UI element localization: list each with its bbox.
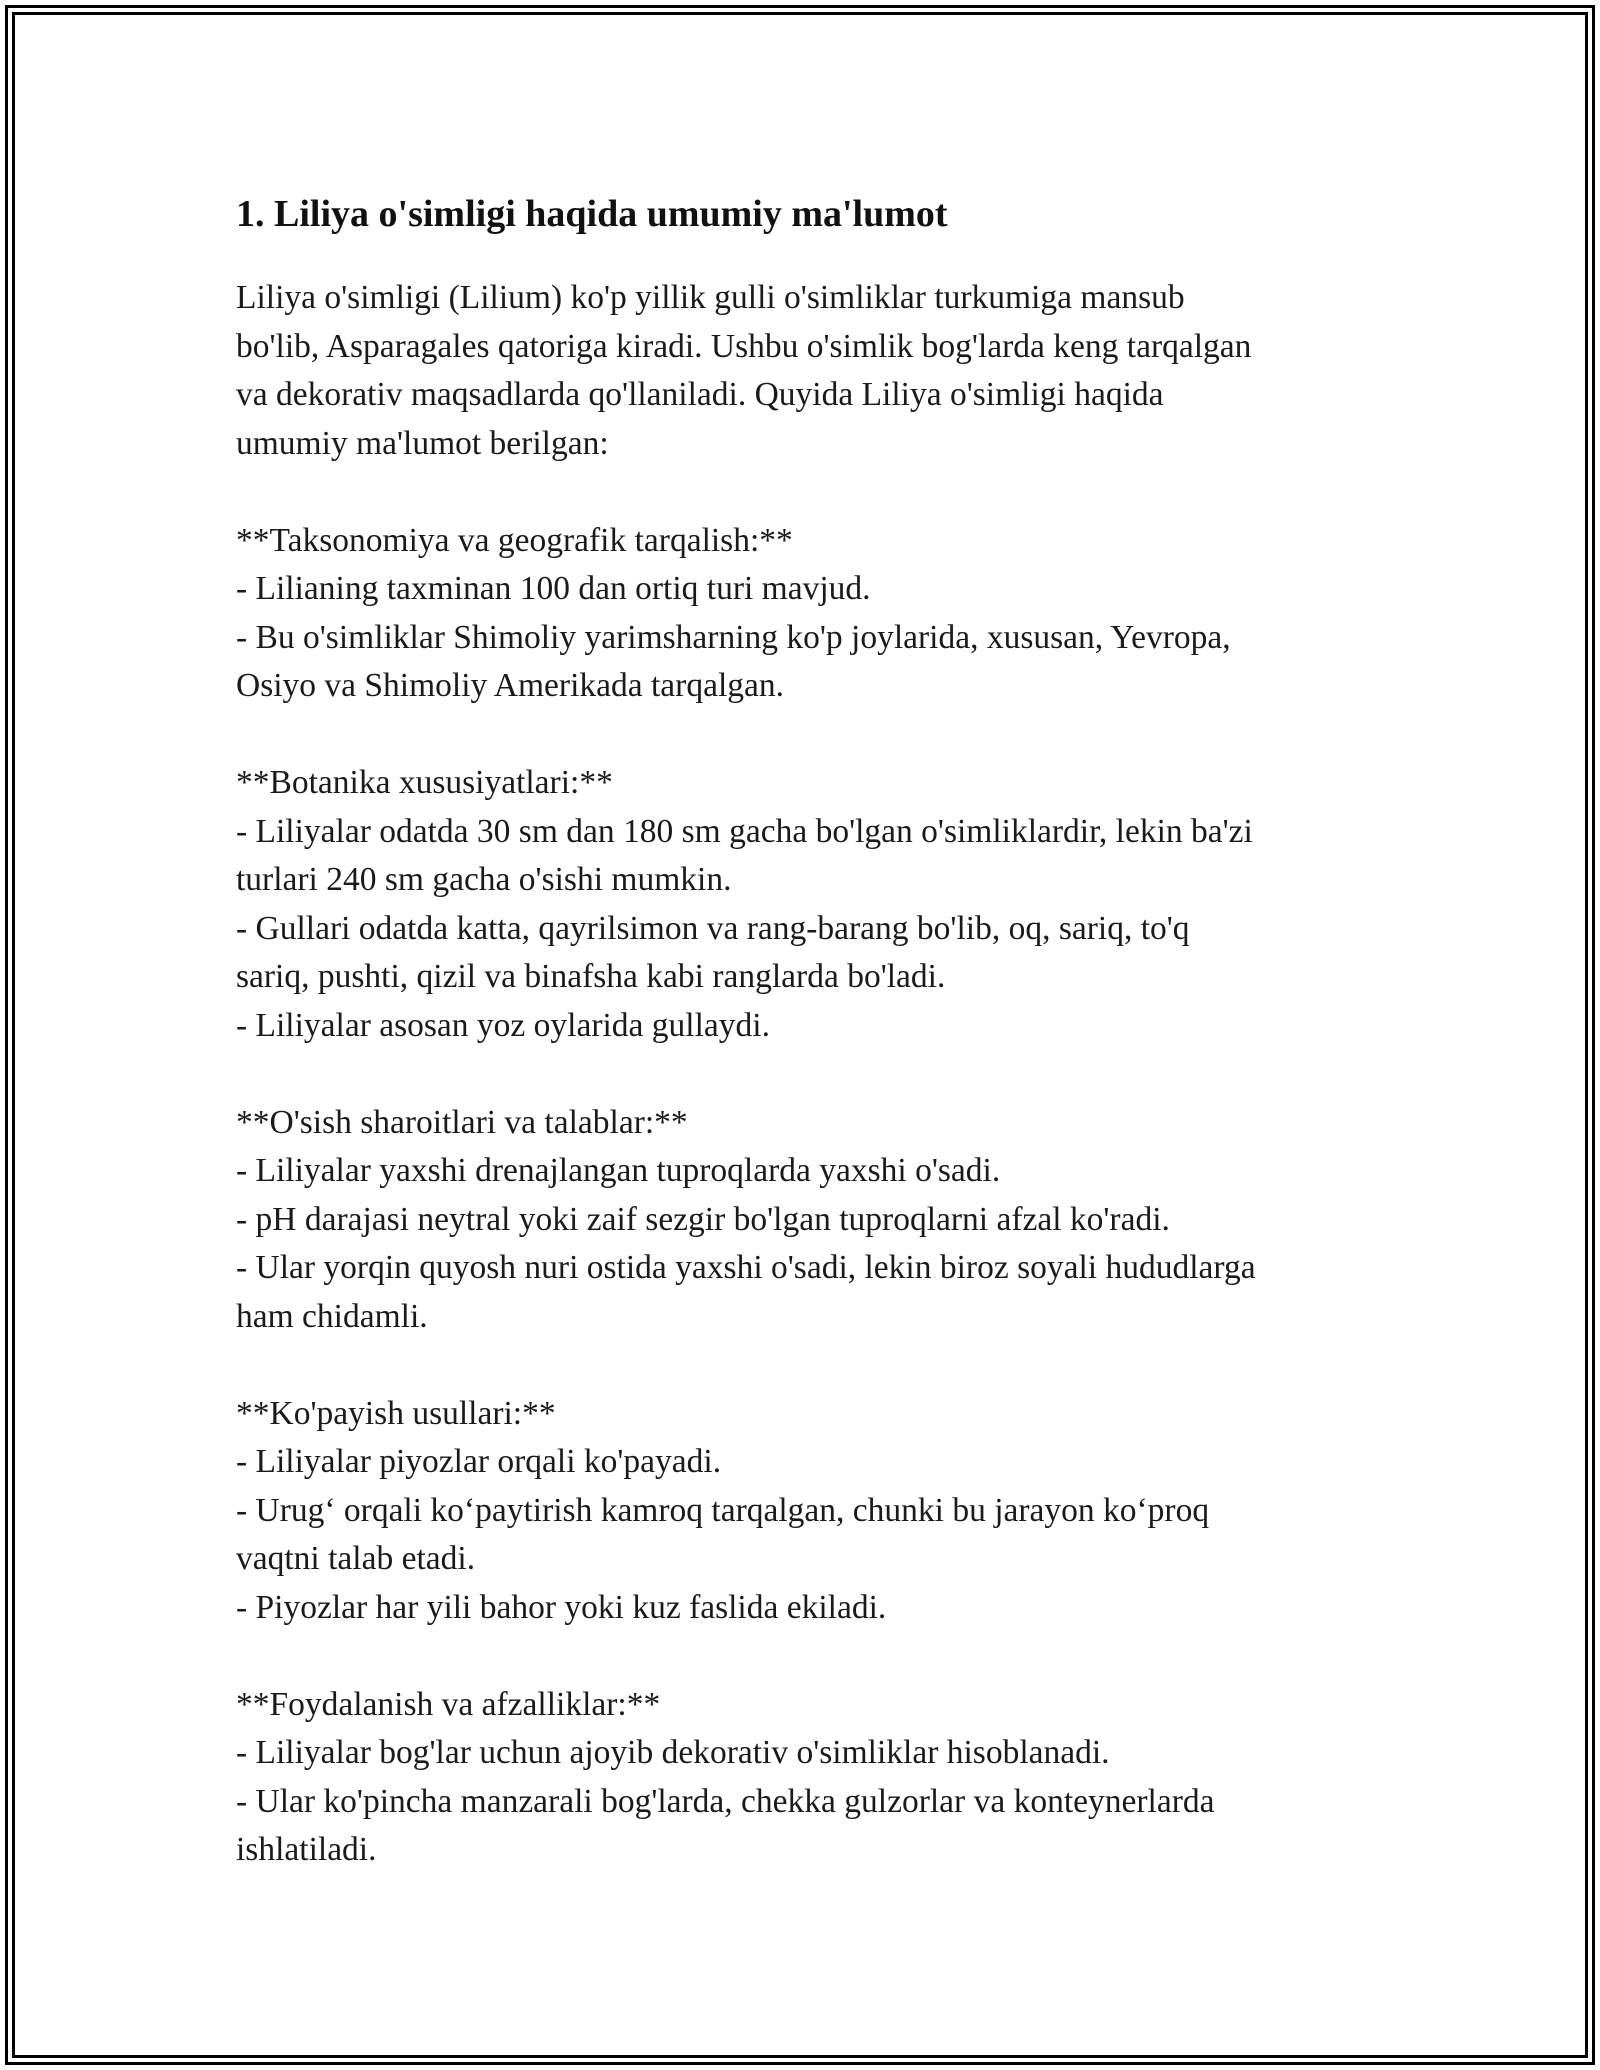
section-line: - Liliyalar yaxshi drenajlangan tuproqlarda yaxshi o'sadi. bbox=[236, 1152, 1001, 1189]
section-botany bbox=[236, 759, 1366, 1050]
section-taxonomy bbox=[236, 517, 1366, 711]
section-line: - Liliyalar odatda 30 sm dan 180 sm gacha bo'lgan o'simliklardir, lekin ba'zi bbox=[236, 812, 1253, 850]
document-title: 1. Liliya o'simligi haqida umumiy ma'lumot bbox=[236, 193, 948, 235]
section-line: ishlatiladi. bbox=[236, 1831, 377, 1868]
section-line: - Lilianing taxminan 100 dan ortiq turi mavjud. bbox=[236, 570, 871, 607]
section-heading: **Taksonomiya va geografik tarqalish:** bbox=[236, 521, 793, 559]
section-line: - Gullari odatda katta, qayrilsimon va rang-barang bo'lib, oq, sariq, to'q bbox=[236, 909, 1190, 947]
section-propagation bbox=[236, 1390, 1366, 1633]
section-heading: **Foydalanish va afzalliklar:** bbox=[236, 1685, 661, 1723]
intro-paragraph bbox=[236, 274, 1366, 468]
section-heading: **Ko'payish usullari:** bbox=[236, 1394, 556, 1432]
section-uses bbox=[236, 1681, 1366, 1875]
section-line: - Liliyalar asosan yoz oylarida gullaydi. bbox=[236, 1006, 770, 1044]
intro-line: va dekorativ maqsadlarda qo'llaniladi. Quyida Liliya o'simligi haqida bbox=[236, 376, 1164, 413]
paragraph-gap bbox=[236, 468, 1366, 517]
section-line: turlari 240 sm gacha o'sishi mumkin. bbox=[236, 861, 732, 898]
section-line: - Ular yorqin quyosh nuri ostida yaxshi o'sadi, lekin biroz soyali hududlarga bbox=[236, 1249, 1256, 1286]
intro-line: umumiy ma'lumot berilgan: bbox=[236, 424, 609, 462]
section-growing-conditions bbox=[236, 1099, 1366, 1342]
section-line: - Liliyalar piyozlar orqali ko'payadi. bbox=[236, 1443, 722, 1480]
section-line: sariq, pushti, qizil va binafsha kabi ranglarda bo'ladi. bbox=[236, 958, 946, 995]
section-line: - Liliyalar bog'lar uchun ajoyib dekorativ o'simliklar hisoblanadi. bbox=[236, 1734, 1110, 1771]
section-heading: **O'sish sharoitlari va talablar:** bbox=[236, 1103, 688, 1141]
paragraph-gap bbox=[236, 1050, 1366, 1099]
section-line: - Urug‘ orqali ko‘paytirish kamroq tarqalgan, chunki bu jarayon ko‘proq bbox=[236, 1491, 1210, 1529]
document-body bbox=[236, 186, 1366, 1875]
section-line: - pH darajasi neytral yoki zaif sezgir bo'lgan tuproqlarni afzal ko'radi. bbox=[236, 1200, 1170, 1238]
intro-line: bo'lib, Asparagales qatoriga kiradi. Ushbu o'simlik bog'larda keng tarqalgan bbox=[236, 327, 1252, 365]
intro-line: Liliya o'simligi (Lilium) ko'p yillik gulli o'simliklar turkumiga mansub bbox=[236, 279, 1185, 316]
paragraph-gap bbox=[236, 711, 1366, 760]
section-line: - Ular ko'pincha manzarali bog'larda, chekka gulzorlar va konteynerlarda bbox=[236, 1782, 1215, 1820]
section-line: ham chidamli. bbox=[236, 1297, 428, 1335]
section-heading: **Botanika xususiyatlari:** bbox=[236, 764, 613, 801]
section-line: Osiyo va Shimoliy Amerikada tarqalgan. bbox=[236, 667, 784, 704]
paragraph-gap bbox=[236, 1632, 1366, 1681]
section-line: - Bu o'simliklar Shimoliy yarimsharning ko'p joylarida, xususan, Yevropa, bbox=[236, 618, 1231, 656]
paragraph-gap bbox=[236, 1341, 1366, 1390]
section-line: vaqtni talab etadi. bbox=[236, 1540, 476, 1577]
section-line: - Piyozlar har yili bahor yoki kuz faslida ekiladi. bbox=[236, 1588, 887, 1626]
